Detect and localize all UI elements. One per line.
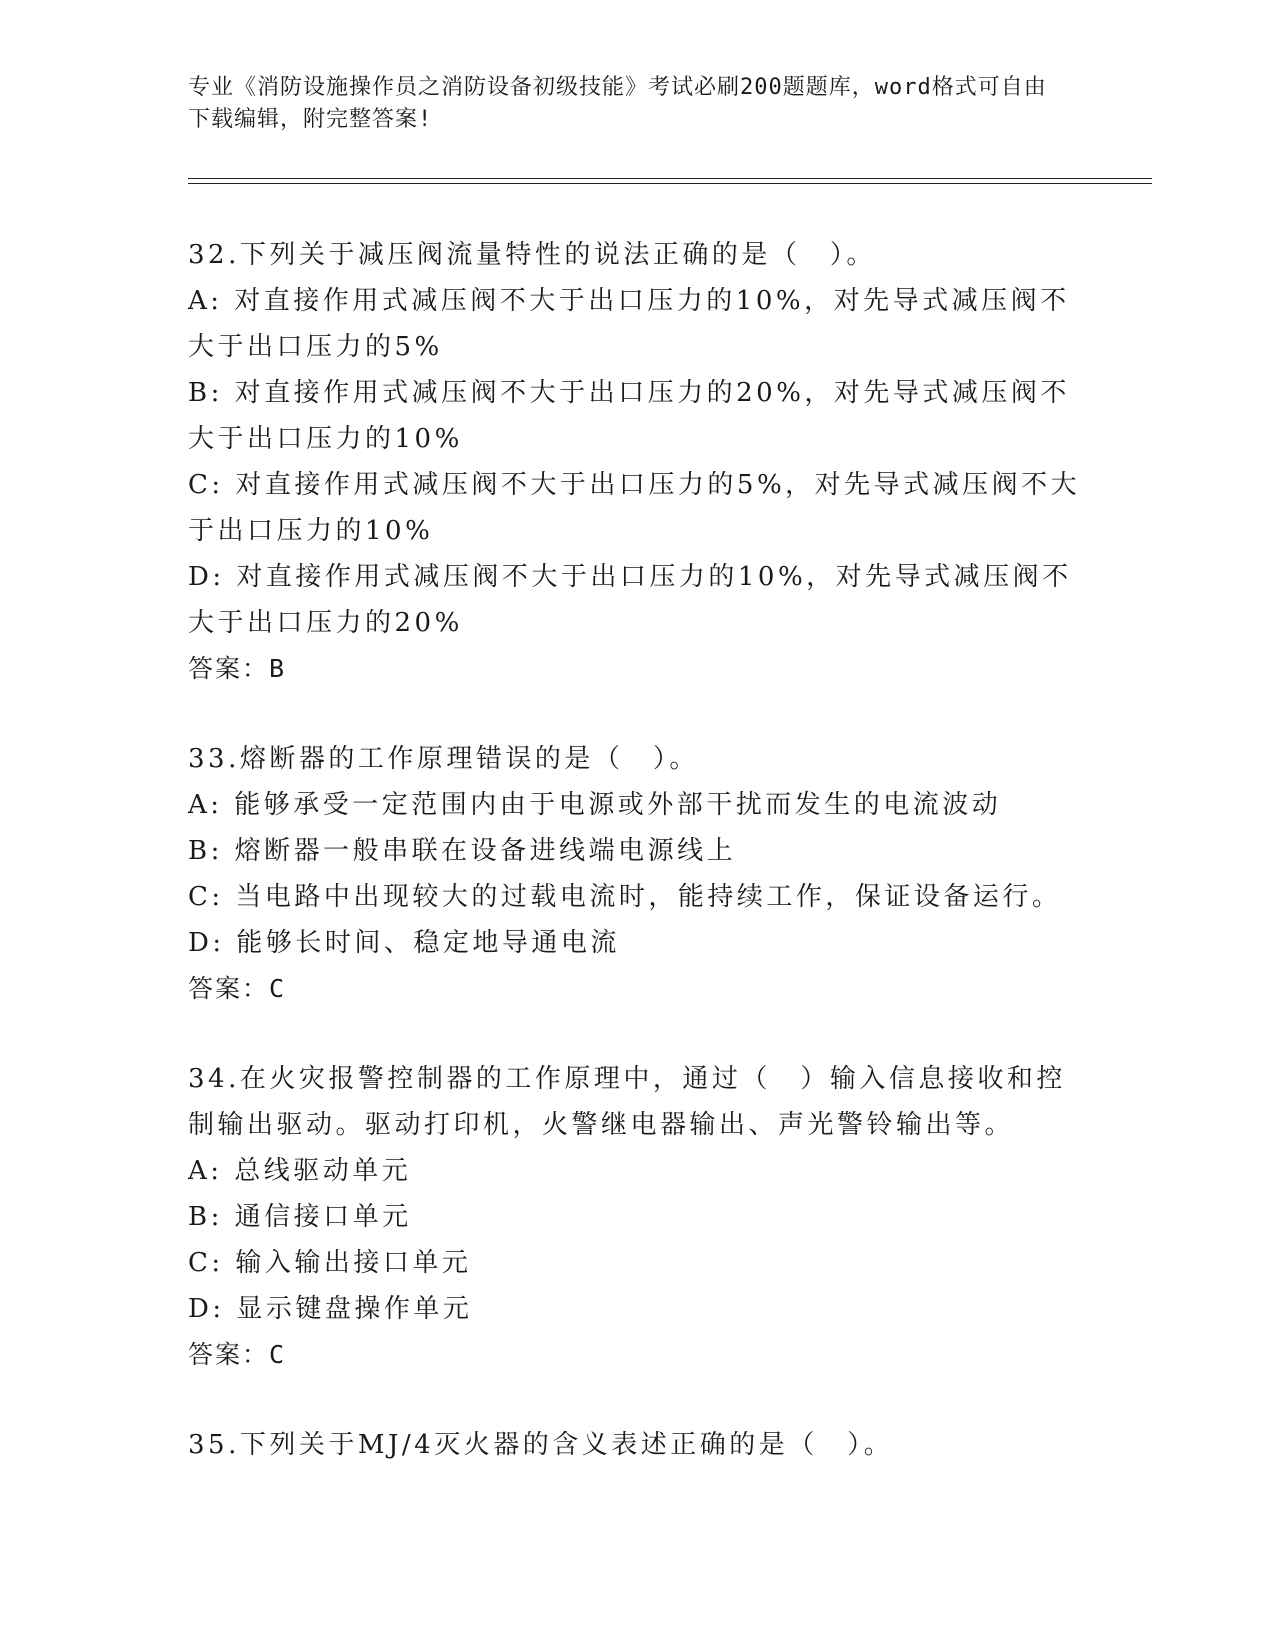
option-d: D: 显示键盘操作单元 <box>188 1294 473 1324</box>
document-header: 专业《消防设施操作员之消防设备初级技能》考试必刷200题题库，word格式可自由下载编辑，附完整答案! <box>188 75 1047 132</box>
header-divider-top <box>188 178 1152 179</box>
question-stem: 33.熔断器的工作原理错误的是（ ）。 <box>188 744 699 774</box>
answer-label: 答案：C <box>188 1340 287 1369</box>
option-c: C: 输入输出接口单元 <box>188 1248 472 1278</box>
option-b: B: 通信接口单元 <box>188 1202 412 1232</box>
answer-label: 答案：B <box>188 654 287 683</box>
option-c: C: 当电路中出现较大的过载电流时，能持续工作，保证设备运行。 <box>188 882 1062 912</box>
question-33 <box>188 736 1088 1012</box>
answer-label: 答案：C <box>188 974 287 1003</box>
question-stem: 34.在火灾报警控制器的工作原理中，通过（ ）输入信息接收和控制输出驱动。驱动打印机，火警继电器输出、声光警铃输出等。 <box>188 1064 1066 1140</box>
option-a: A: 总线驱动单元 <box>188 1156 412 1186</box>
question-32 <box>188 232 1088 692</box>
option-d: D: 能够长时间、稳定地导通电流 <box>188 928 620 958</box>
question-34 <box>188 1056 1088 1378</box>
question-35 <box>188 1422 1088 1468</box>
option-a: A: 对直接作用式减压阀不大于出口压力的10%，对先导式减压阀不大于出口压力的5% <box>188 286 1070 362</box>
option-a: A: 能够承受一定范围内由于电源或外部干扰而发生的电流波动 <box>188 790 1002 820</box>
header-divider-bottom <box>188 183 1152 184</box>
option-d: D: 对直接作用式减压阀不大于出口压力的10%，对先导式减压阀不大于出口压力的20% <box>188 562 1072 638</box>
question-list <box>188 232 1088 1468</box>
question-stem: 32.下列关于减压阀流量特性的说法正确的是（ ）。 <box>188 240 876 270</box>
option-b: B: 对直接作用式减压阀不大于出口压力的20%，对先导式减压阀不大于出口压力的10% <box>188 378 1070 454</box>
option-c: C: 对直接作用式减压阀不大于出口压力的5%，对先导式减压阀不大于出口压力的10% <box>188 470 1081 546</box>
question-stem: 35.下列关于MJ/4灭火器的含义表述正确的是（ ）。 <box>188 1430 894 1460</box>
option-b: B: 熔断器一般串联在设备进线端电源线上 <box>188 836 737 866</box>
